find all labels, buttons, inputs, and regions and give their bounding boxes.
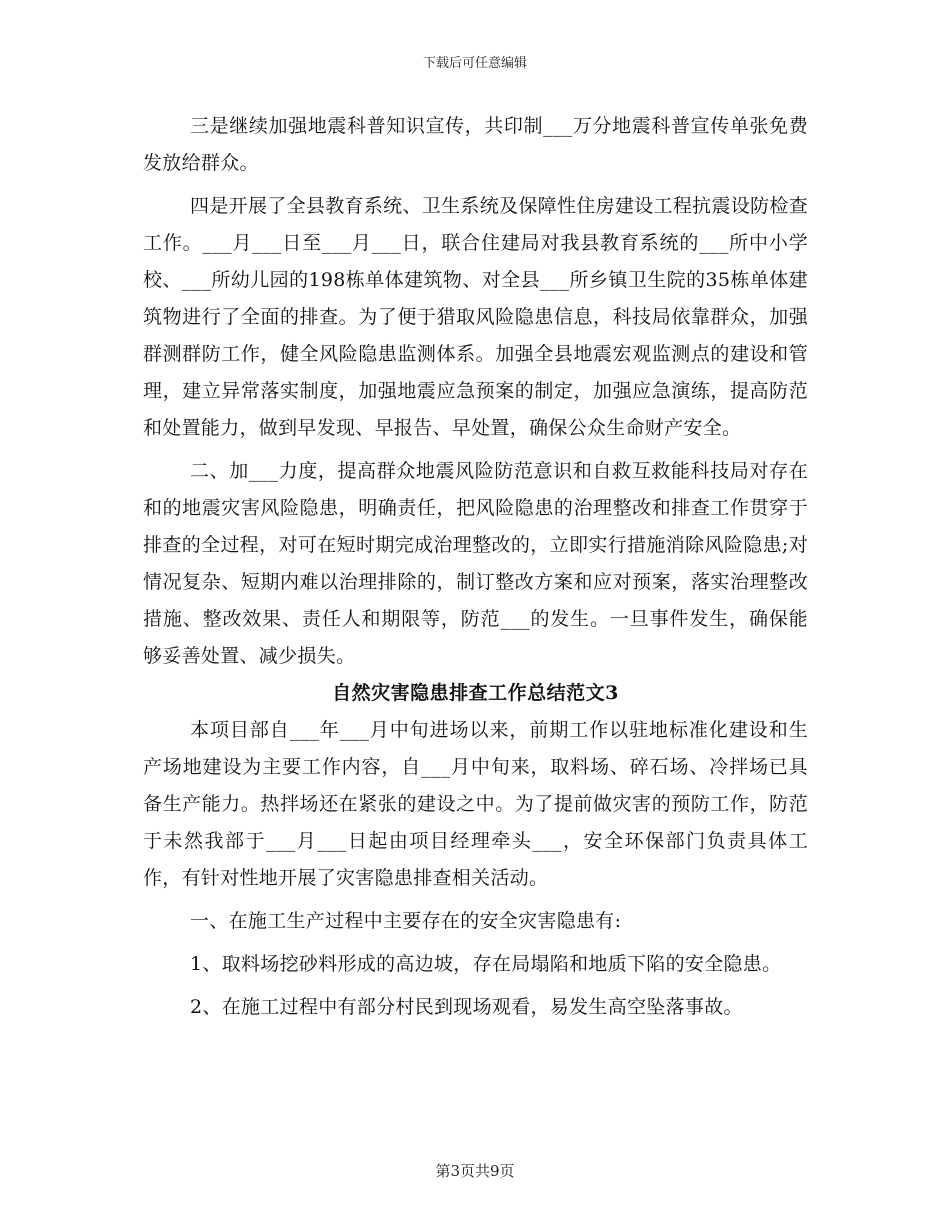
page-header: 下载后可任意编辑 — [422, 56, 527, 71]
page-footer: 第3页共9页 — [435, 1162, 515, 1180]
document-body — [143, 108, 808, 1026]
paragraph: 2、在施工过程中有部分村民到现场观看，易发生高空坠落事故。 — [190, 996, 743, 1018]
paragraph: 三是继续加强地震科普知识宣传，共印制___万分地震科普宣传单张免费发放给群众。 — [143, 115, 808, 174]
paragraph: 一、在施工生产过程中主要存在的安全灾害隐患有: — [190, 910, 622, 932]
paragraph: 本项目部自___年___月中旬进场以来，前期工作以驻地标准化建设和生产场地建设为主要工作内容，自___月中旬来，取料场、碎石场、冷拌场已具备生产能力。热拌场还在紧张的建设之中。为了提前做灾害的预防工作，防范于未然我部于___月___日起由项目经理牵头___，安全环保部门负责具体工作，有针对性地开展了灾害隐患排查相关活动。 — [143, 719, 808, 889]
paragraph: 二、加___力度，提高群众地震风险防范意识和自救互救能科技局对存在和的地震灾害风险隐患，明确责任，把风险隐患的治理整改和排查工作贯穿于排查的全过程，对可在短时期完成治理整改的，立即实行措施消除风险隐患;对情况复杂、短期内难以治理排除的，制订整改方案和应对预案，落实治理整改措施、整改效果、责任人和期限等，防范___的发生。一旦事件发生，确保能够妥善处置、减少损失。 — [143, 460, 808, 667]
paragraph: 1、取料场挖砂料形成的高边坡，存在局塌陷和地质下陷的安全隐患。 — [190, 953, 782, 975]
paragraph: 四是开展了全县教育系统、卫生系统及保障性住房建设工程抗震设防检查工作。___月___日至___月___日，联合住建局对我县教育系统的___所中小学校、___所幼儿园的198栋单体建筑物、对全县___所乡镇卫生院的35栋单体建筑物进行了全面的排查。为了便于猎取风险隐患信息，科技局依靠群众，加强群测群防工作，健全风险隐患监测体系。加强全县地震宏观监测点的建设和管理，建立异常落实制度，加强地震应急预案的制定，加强应急演练，提高防范和处置能力，做到早发现、早报告、早处置，确保公众生命财产安全。 — [143, 195, 808, 439]
section-title: 自然灾害隐患排查工作总结范文3 — [332, 682, 619, 704]
